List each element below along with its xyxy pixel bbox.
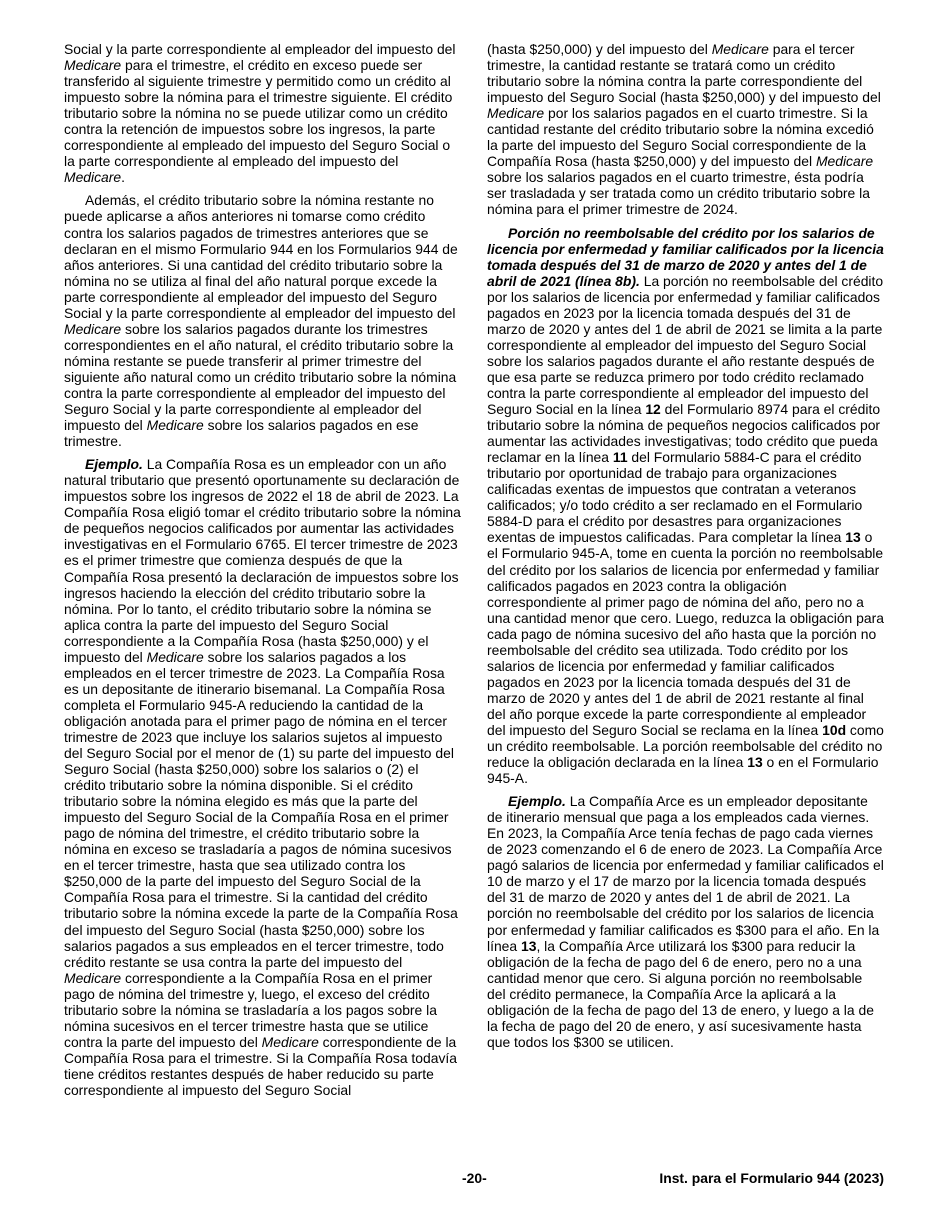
paragraph-carryover <box>64 192 461 449</box>
italic-term: Medicare <box>146 417 204 434</box>
paragraph-example-rosa-continued <box>487 41 884 218</box>
italic-term: Medicare <box>64 169 122 186</box>
line-number: 11 <box>612 449 628 466</box>
text-run: sobre los salarios pagados en el cuarto trimestre, ésta podría ser trasladada y ser tratada como un crédito tributario sobre la nómina para el primer trimestre de 2024. <box>487 169 870 218</box>
italic-term: Medicare <box>64 57 122 74</box>
italic-term: Medicare <box>815 153 874 170</box>
section-heading: Porción no reembolsable del crédito por los salarios de licencia por enfermedad y familiar calificados por la licencia tomada después del 31 de marzo de 2020 y antes del 1 de abril de 2021 (línea 8b). <box>487 224 884 289</box>
text-run: correspondiente a la Compañía Rosa en el primer pago de nómina del trimestre y, luego, el exceso del crédito tributario sobre la nómina se trasladaría a los pagos sobre la nómina sucesivos en el tercer trimestre hasta que se utilice contra la parte del impuesto del <box>64 969 437 1050</box>
text-run: sobre los salarios pagados en ese trimestre. <box>64 417 419 450</box>
text-run: del Formulario 5884-C para el crédito tributario por oportunidad de trabajo para organizaciones calificadas exentas de impuestos que contratan a veteranos calificados; y/o todo crédito a ser reclamado en el Formulario 5884-D para el crédito por desastres para organizaciones exentas de impuestos calificadas. Para completar la línea <box>487 449 863 546</box>
line-number: 12 <box>645 401 661 418</box>
text-run: como un crédito reembolsable. La porción reembolsable del crédito no reduce la obligación declarada en la línea <box>487 721 884 771</box>
text-run: La Compañía Arce es un empleador depositante de itinerario mensual que paga a los empleados cada viernes. En 2023, la Compañía Arce tenía fechas de pago cada viernes de 2023 comenzando el 6 de enero de 2023. La Compañía Arce pagó salarios de licencia por enfermedad y familiar calificados el 10 de marzo y el 17 de marzo por la licencia tomada después del 31 de marzo de 2020 y antes del 1 de abril de 2021. La porción no reembolsable del crédito por los salarios de licencia por enfermedad y familiar calificados es $300 para el año. En la línea <box>487 793 884 954</box>
text-run: Social y la parte correspondiente al empleador del impuesto del <box>64 41 456 57</box>
text-run: , la Compañía Arce utilizará los $300 para reducir la obligación de la fecha de pago del 6 de enero, pero no a una cantidad menor que cero. Si alguna porción no reembolsable del crédito permanece, la Compañía Arce la aplicará a la obligación de la fecha de pago del 13 de enero, y luego a la de la fecha de pago del 20 de enero, y así sucesivamente hasta que todos los $300 se utilicen. <box>487 937 874 1050</box>
example-heading: Ejemplo. <box>508 793 566 810</box>
paragraph-nonrefundable-line-8b <box>487 225 884 787</box>
text-run: o en el Formulario 945-A. <box>487 754 879 787</box>
paragraph-example-arce <box>487 793 884 1050</box>
italic-term: Medicare <box>261 1033 319 1050</box>
text-run: correspondiente de la Compañía Rosa para el trimestre. Si la Compañía Rosa todavía tiene créditos restantes después de haber reducido su parte correspondiente al impuesto del Seguro Social <box>64 1033 457 1098</box>
line-number: 13 <box>520 937 537 954</box>
line-number: 13 <box>747 754 763 771</box>
text-run: sobre los salarios pagados a los empleados en el tercer trimestre de 2023. La Compañía Rosa es un depositante de itinerario bisemanal. La Compañía Rosa completa el Formulario 945-A reduciendo la cantidad de la obligación anotada para el primer pago de nómina en el tercer trimestre de 2023 que incluye los salarios sujetos al impuesto del Seguro Social por el menor de (1) su parte del impuesto del Seguro Social (hasta $250,000) sobre los salarios o (2) el crédito tributario sobre la nómina disponible. Si el crédito tributario sobre la nómina elegido es más que la parte del impuesto del Seguro Social de la Compañía Rosa en el primer pago de nómina del trimestre, el crédito tributario sobre la nómina en exceso se trasladaría a pagos de nómina sucesivos en el tercer trimestre, hasta que sea utilizado contra los $250,000 de la parte del impuesto del Seguro Social de la Compañía Rosa para el trimestre. Si la cantidad del crédito tributario sobre la nómina excede la parte de la Compañía Rosa del impuesto del Seguro Social (hasta $250,000) sobre los salarios pagados a sus empleados en el tercer trimestre, todo crédito restante se usa contra la parte del impuesto del <box>64 648 458 970</box>
text-run: La Compañía Rosa es un empleador con un año natural tributario que presentó oportunamente su declaración de impuestos sobre los ingresos de 2022 el 18 de abril de 2023. La Compañía Rosa eligió tomar el crédito tributario sobre la nómina de pequeños negocios calificados por aumentar las actividades investigativas en el Formulario 6765. El tercer trimestre de 2023 es el primer trimestre que comienza después de que la Compañía Rosa presentó la declaración de impuestos sobre los ingresos haciendo la elección del crédito tributario sobre la nómina. Por lo tanto, el crédito tributario sobre la nómina se aplica contra la parte del impuesto del Seguro Social correspondiente a la Compañía Rosa (hasta $250,000) y el impuesto del <box>64 456 461 665</box>
text-run: La porción no reembolsable del crédito por los salarios de licencia por enfermedad y familiar calificados pagados en 2023 por la licencia tomada después del 31 de marzo de 2020 y antes del 1 de abril de 2021 se limita a la parte correspondiente al empleador del impuesto del Seguro Social sobre los salarios pagados durante el año restante después de que esa parte se reduzca primero por todo crédito reclamado contra la parte correspondiente al empleador del impuesto del Seguro Social en la línea <box>487 272 884 418</box>
text-run: . <box>121 169 125 186</box>
italic-term: Medicare <box>487 105 545 122</box>
right-column <box>487 41 884 1050</box>
text-run: por los salarios pagados en el cuarto trimestre. Si la cantidad restante del crédito tributario sobre la nómina excedió la parte del impuesto del Seguro Social correspondiente de la Compañía Rosa (hasta $250,000) y del impuesto del <box>487 105 874 170</box>
text-run: del Formulario 8974 para el crédito tributario sobre la nómina de pequeños negocios calificados por aumentar las actividades investigativas; todo crédito que pueda reclamar en la línea <box>487 401 881 466</box>
italic-term: Medicare <box>64 969 122 986</box>
line-number: 10d <box>822 721 847 738</box>
left-column <box>64 41 461 1098</box>
page-number: -20- <box>462 1170 487 1186</box>
italic-term: Medicare <box>64 320 122 337</box>
line-number: 13 <box>845 529 861 546</box>
text-run: Además, el crédito tributario sobre la nómina restante no puede aplicarse a años anteriores ni tomarse como crédito contra los salarios pagados de trimestres anteriores que se declaran en el mismo Formulario 944 en los Formularios 944 de años anteriores. Si una cantidad del crédito tributario sobre la nómina no se utiliza al final del año natural porque excede la parte correspondiente al empleador del impuesto del Seguro Social y la parte correspondiente al empleador del impuesto del <box>64 192 458 321</box>
italic-term: Medicare <box>711 41 769 57</box>
text-run: o el Formulario 945-A, tome en cuenta la porción no reembolsable del crédito por los salarios de licencia por enfermedad y familiar calificados pagados en 2023 contra la obligación correspondiente al primer pago de nómina del año, pero no a una cantidad menor que cero. Luego, reduzca la obligación para cada pago de nómina sucesivo del año hasta que la porción no reembolsable del crédito sea utilizada. Todo crédito por los salarios de licencia por enfermedad y familiar calificados pagados en 2023 por la licencia tomada después del 31 de marzo de 2020 y antes del 1 de abril de 2021 restante al final del año porque excede la parte correspondiente al empleador del impuesto del Seguro Social se reclama en la línea <box>487 529 884 738</box>
text-run: para el trimestre, el crédito en exceso puede ser transferido al siguiente trimestre y permitido como un crédito al impuesto sobre la nómina para el trimestre siguiente. El crédito tributario sobre la nómina no se puede utilizar como un crédito contra la retención de impuestos sobre los ingresos, la parte correspondiente al empleado del impuesto del Seguro Social o la parte correspondiente al empleado del impuesto del <box>64 57 453 170</box>
paragraph-credit-excess <box>64 41 461 185</box>
italic-term: Medicare <box>146 648 204 665</box>
text-run: para el tercer trimestre, la cantidad restante se tratará como un crédito tributario sobre la nómina contra la parte correspondiente del impuesto del Seguro Social (hasta $250,000) y del impuesto del <box>487 41 881 106</box>
example-heading: Ejemplo. <box>85 456 143 473</box>
paragraph-example-rosa <box>64 456 461 1098</box>
text-run: (hasta $250,000) y del impuesto del <box>487 41 712 57</box>
text-run: sobre los salarios pagados durante los trimestres correspondientes en el año natural, el crédito tributario sobre la nómina restante se puede transferir al primer trimestre del siguiente año natural como un crédito tributario sobre la nómina contra la parte correspondiente al empleador del impuesto del Seguro Social y la parte correspondiente al empleador del impuesto del <box>64 320 457 434</box>
page-footer <box>64 1170 884 1187</box>
form-reference: Inst. para el Formulario 944 (2023) <box>659 1170 884 1186</box>
